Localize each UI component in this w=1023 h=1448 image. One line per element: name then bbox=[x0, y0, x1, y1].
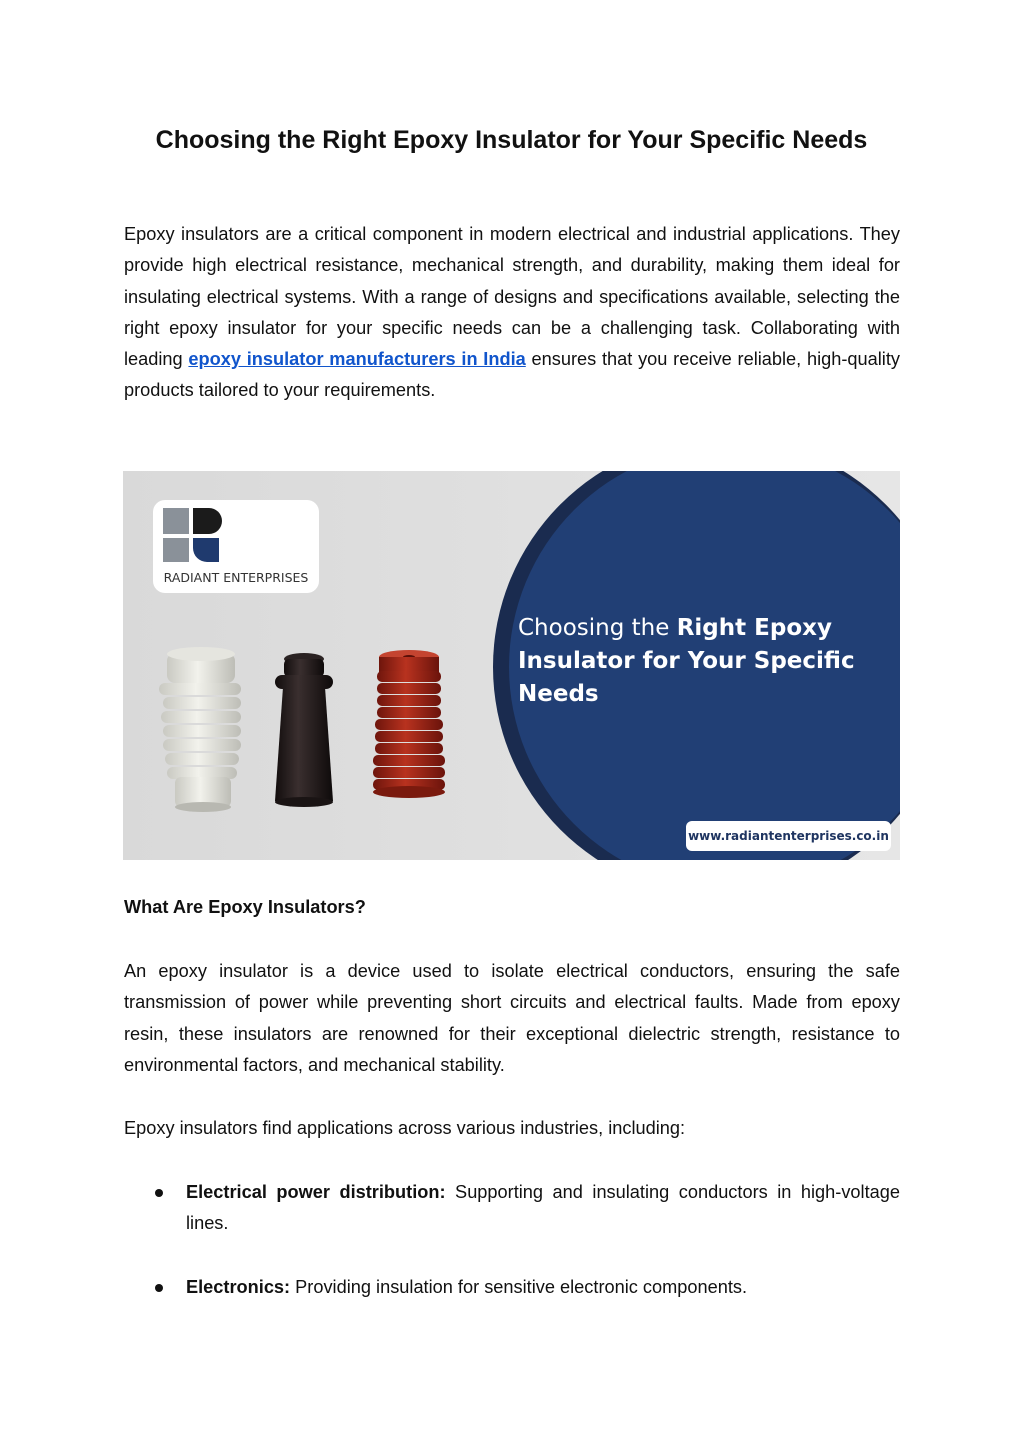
banner-heading-line3: Needs bbox=[518, 681, 599, 707]
intro-text-before-link: Epoxy insulators are a critical component in modern electrical and industrial applications. They provide high electrical resistance, mechanical strength, and durability, making them ideal for insulating electrical systems. With a range of designs and specifications available, selecting the right epoxy insulator for your specific needs can be a challenging task. Collaborating with leading bbox=[124, 224, 900, 370]
intro-text-after-link: ensures that you receive reliable, high-quality products tailored to your requirements. bbox=[124, 349, 900, 401]
radiant-logo bbox=[153, 500, 319, 593]
list-item-label: Electrical power distribution: bbox=[186, 1182, 446, 1202]
banner-heading-line2: Insulator for Your Specific bbox=[518, 648, 855, 674]
list-item bbox=[186, 1272, 900, 1303]
list-item bbox=[186, 1177, 900, 1240]
bullet-icon bbox=[155, 1284, 163, 1292]
intro-paragraph bbox=[124, 219, 900, 407]
manufacturers-link[interactable]: epoxy insulator manufacturers in India bbox=[188, 349, 526, 370]
list-item-text: Supporting and insulating conductors in high-voltage lines. bbox=[186, 1182, 900, 1234]
banner-url: www.radiantenterprises.co.in bbox=[686, 821, 891, 851]
logo-name: RADIANT ENTERPRISES bbox=[163, 570, 309, 585]
red-insulator bbox=[373, 650, 445, 798]
banner-heading-bold: Right Epoxy bbox=[676, 615, 832, 641]
list-item-label: Electronics: bbox=[186, 1277, 291, 1297]
banner-heading-normal: Choosing the bbox=[518, 615, 677, 641]
black-insulator bbox=[275, 653, 333, 807]
section-paragraph: An epoxy insulator is a device used to isolate electrical conductors, ensuring the safe transmission of power while preventing short circuits and electrical faults. Made from epoxy resin, these insulators are renowned for their exceptional dielectric strength, resistance to environmental factors, and mechanical stability. bbox=[124, 961, 900, 1075]
list-item-text: Providing insulation for sensitive electronic components. bbox=[290, 1277, 748, 1297]
banner-image bbox=[123, 471, 900, 860]
logo-mark-icon bbox=[153, 500, 319, 570]
applications-intro: Epoxy insulators find applications across various industries, including: bbox=[124, 1118, 686, 1138]
banner-heading bbox=[518, 612, 888, 711]
page-title: Choosing the Right Epoxy Insulator for Your Specific Needs bbox=[155, 126, 868, 154]
section-heading: What Are Epoxy Insulators? bbox=[124, 897, 366, 917]
bullet-icon bbox=[155, 1189, 163, 1197]
